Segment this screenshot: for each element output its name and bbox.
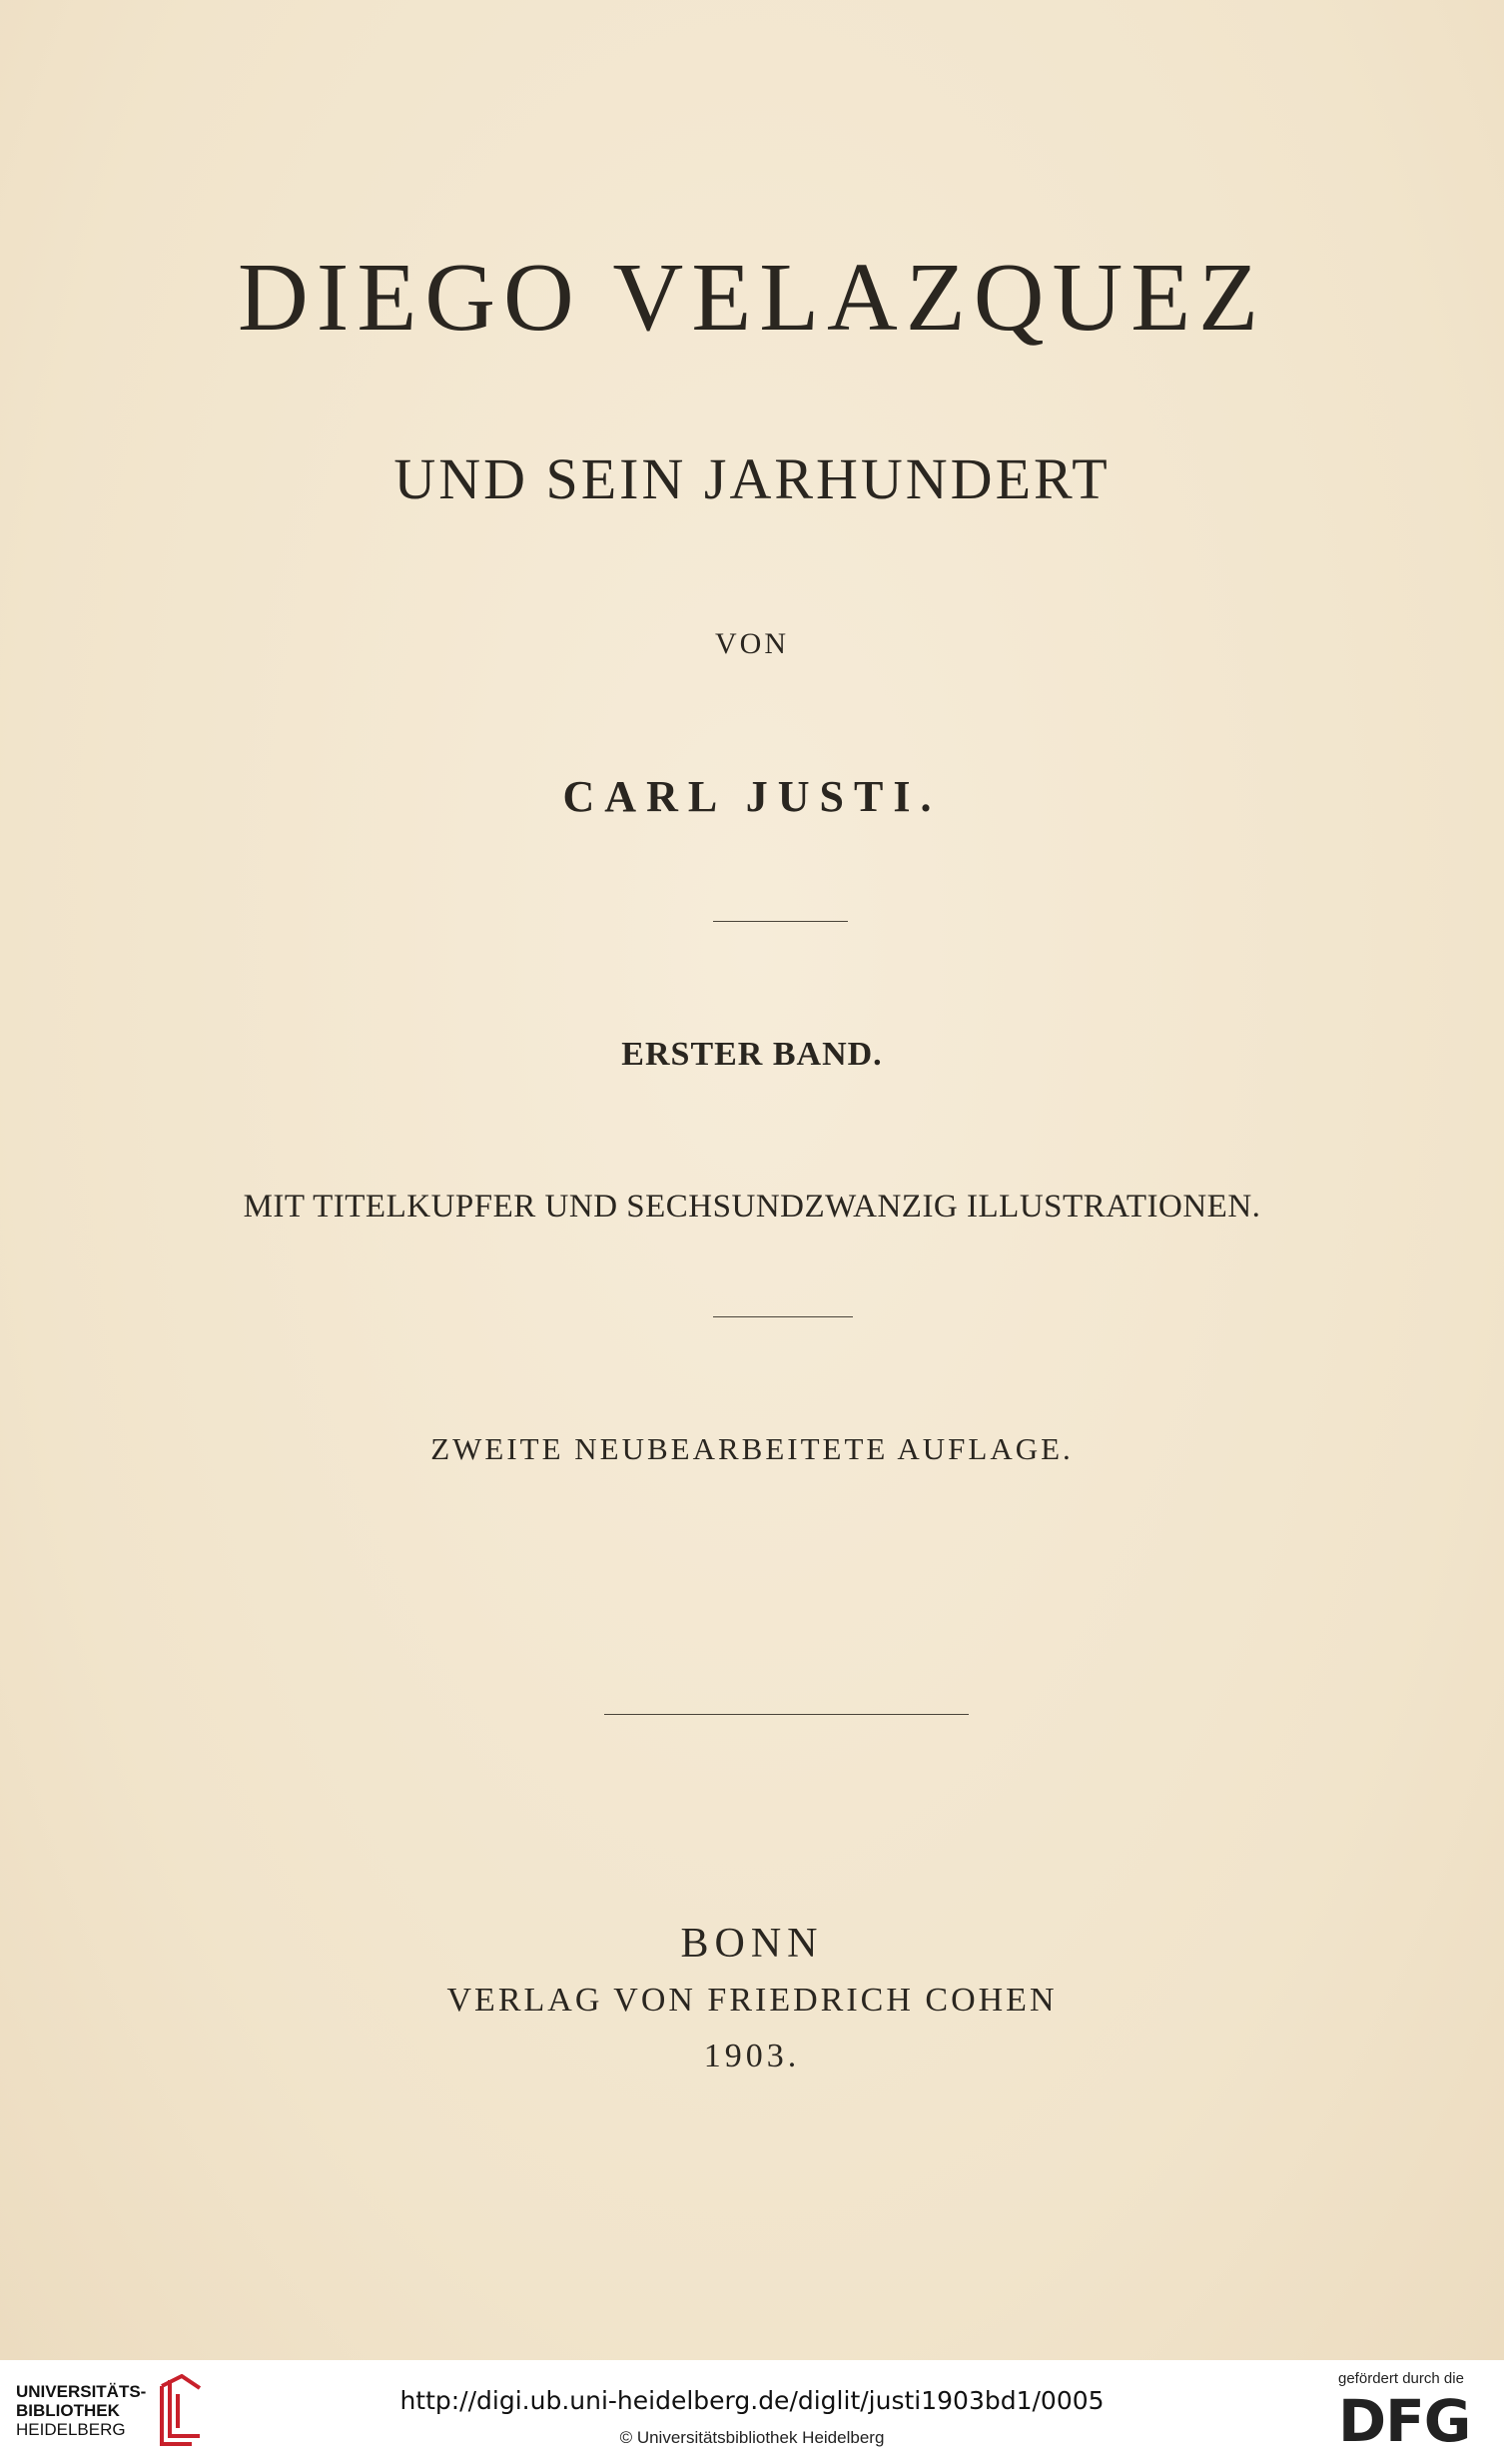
book-subtitle: UND SEIN JARHUNDERT bbox=[393, 446, 1111, 511]
funding-label: gefördert durch die bbox=[1338, 2370, 1464, 2387]
permalink-url[interactable]: http://digi.ub.uni-heidelberg.de/diglit/justi1903bd1/0005 bbox=[399, 2386, 1105, 2415]
divider-rule bbox=[604, 1714, 969, 1715]
divider-rule bbox=[713, 921, 848, 922]
viewer-footer bbox=[0, 2360, 1504, 2464]
edition-note: ZWEITE NEUBEARBEITETE AUFLAGE. bbox=[430, 1431, 1074, 1466]
divider-rule bbox=[713, 1316, 853, 1317]
author-name: CARL JUSTI. bbox=[562, 772, 942, 821]
publisher-name: VERLAG VON FRIEDRICH COHEN bbox=[446, 1982, 1058, 2019]
illustrations-note: MIT TITELKUPFER UND SECHSUNDZWANZIG ILLUSTRATIONEN. bbox=[243, 1189, 1261, 1225]
by-label: VON bbox=[715, 627, 789, 660]
volume-label: ERSTER BAND. bbox=[621, 1036, 883, 1073]
library-name-line2: BIBLIOTHEK bbox=[16, 2401, 120, 2420]
library-name-line1: UNIVERSITÄTS- bbox=[16, 2382, 147, 2401]
publication-year: 1903. bbox=[703, 2038, 801, 2074]
book-title: DIEGO VELAZQUEZ bbox=[238, 244, 1266, 352]
dfg-logo[interactable]: DFG bbox=[1338, 2387, 1471, 2455]
publication-city: BONN bbox=[680, 1921, 824, 1967]
library-name-line3: HEIDELBERG bbox=[16, 2420, 126, 2439]
copyright-notice: © Universitätsbibliothek Heidelberg bbox=[619, 2428, 885, 2447]
